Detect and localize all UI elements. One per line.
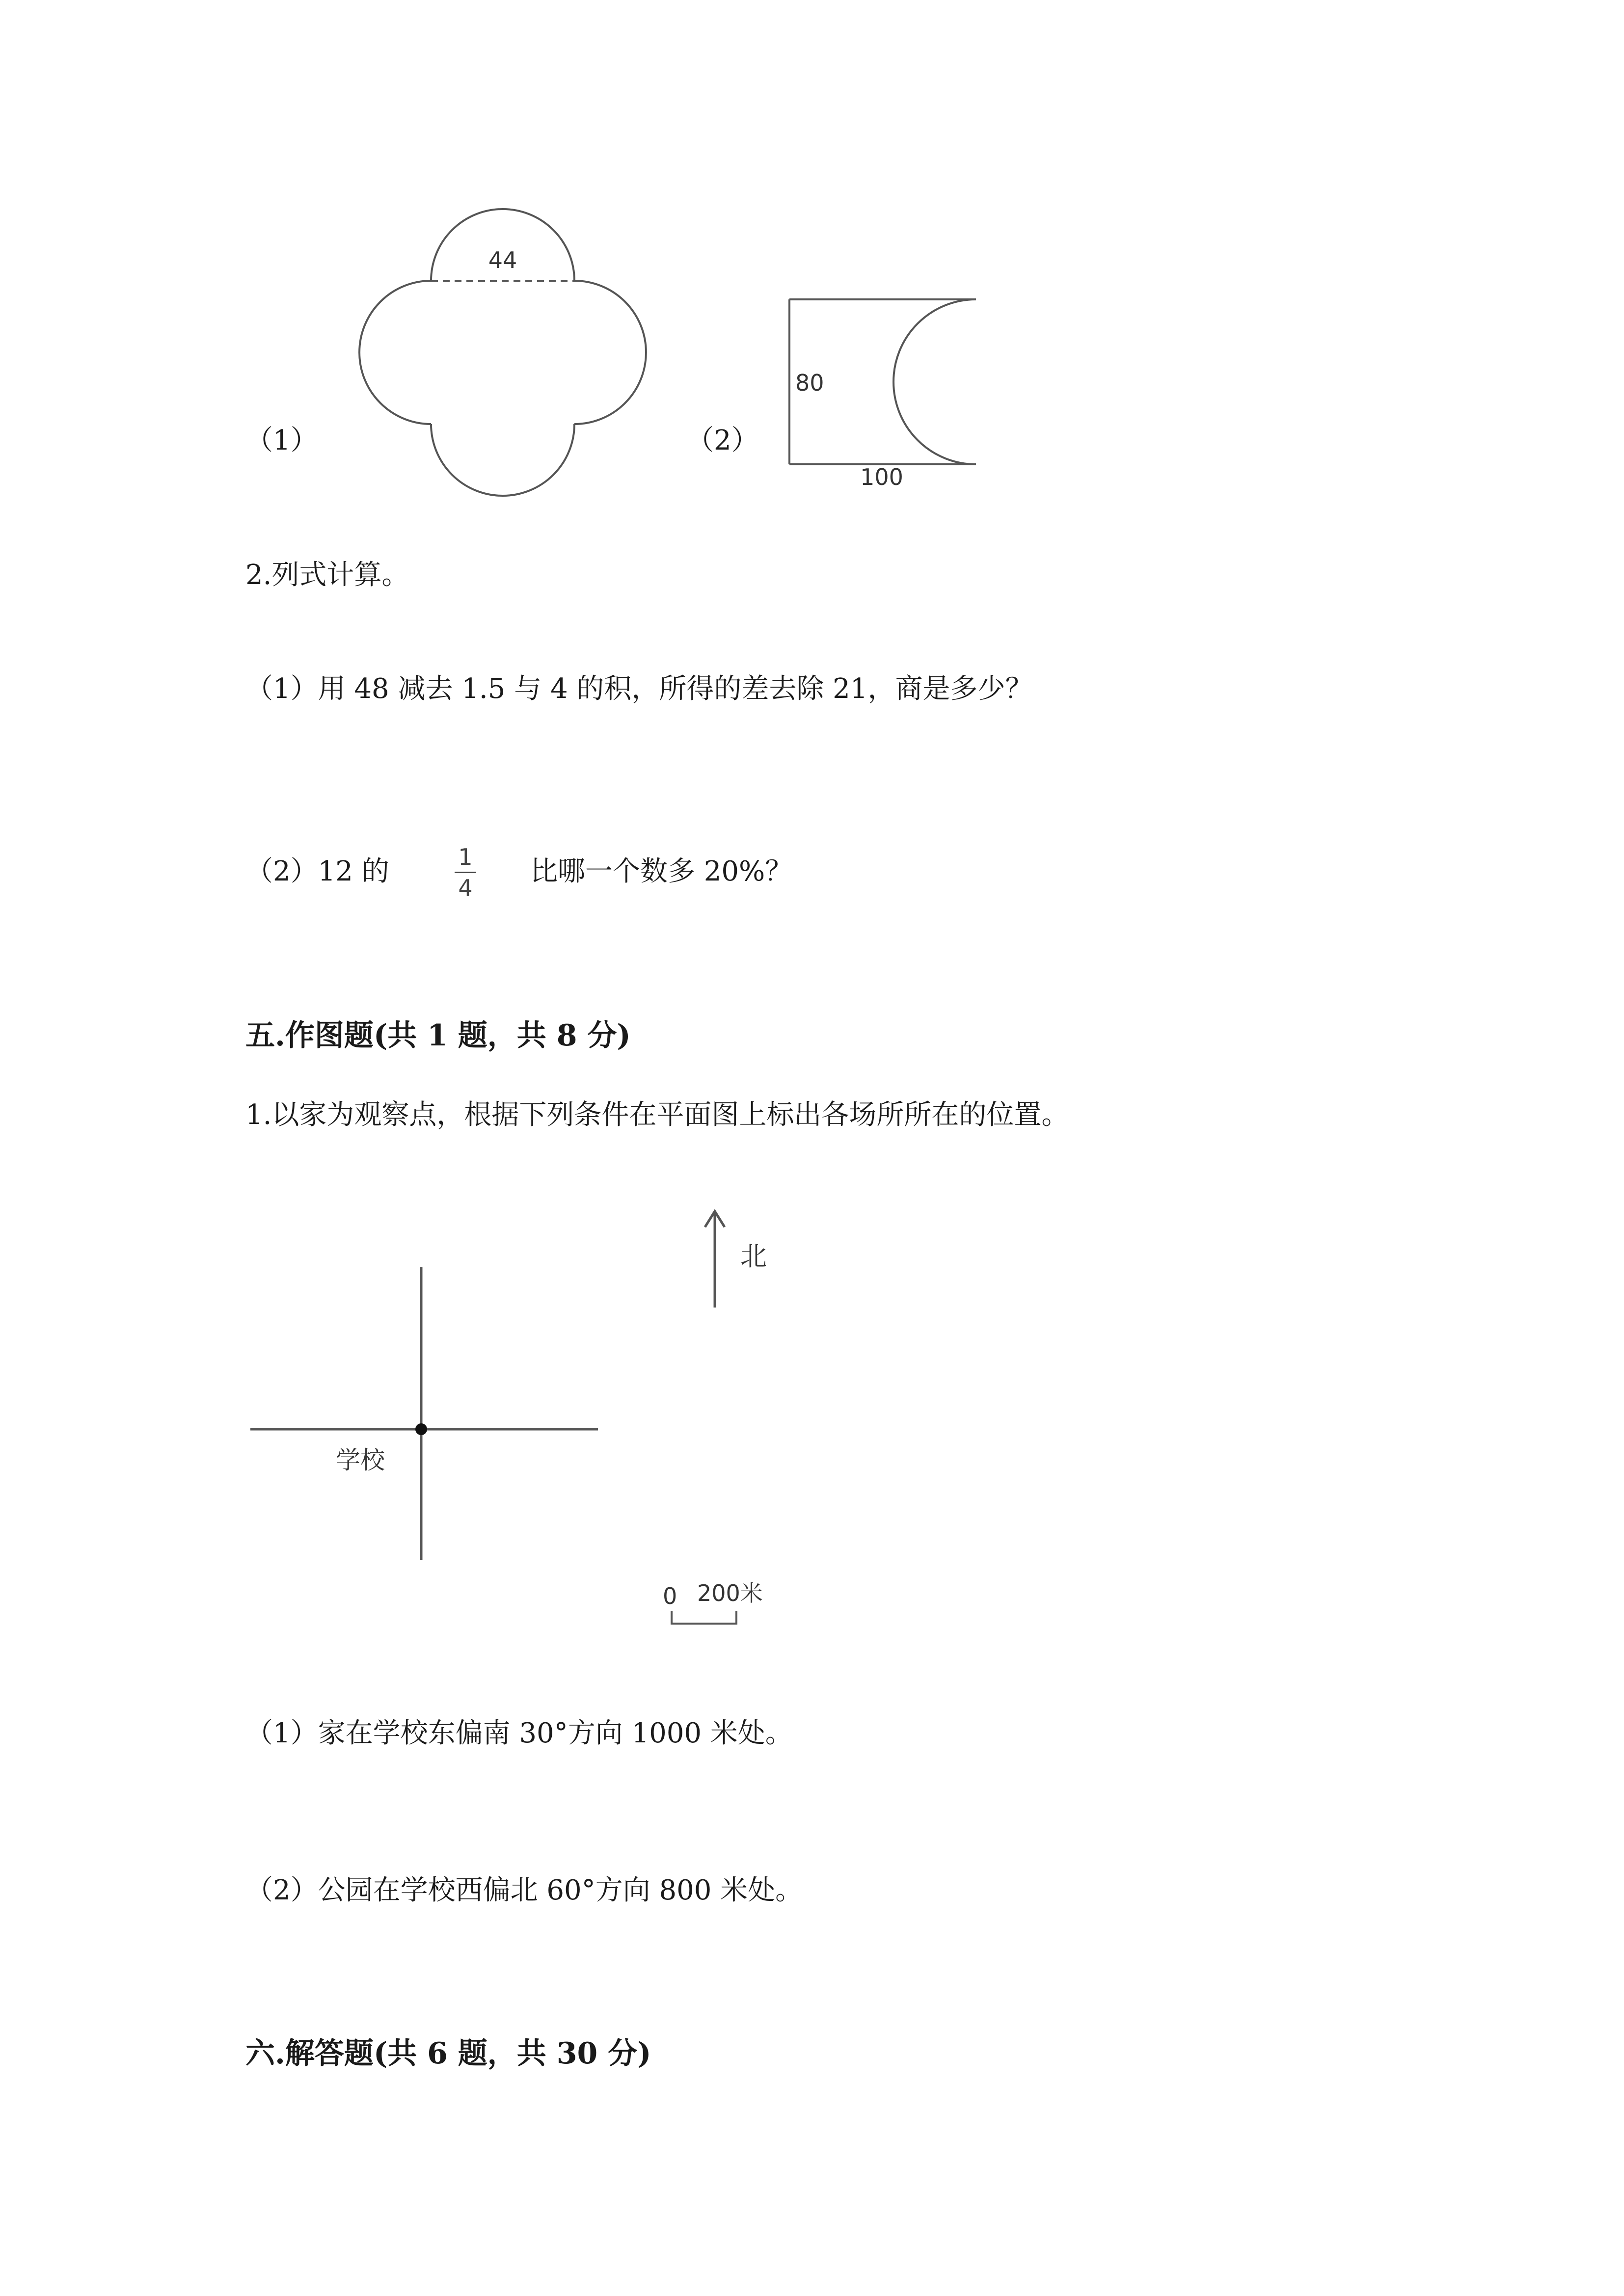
clover-bottom-lobe — [431, 424, 574, 496]
figure-2-label: （2） — [686, 425, 759, 456]
fraction-one-quarter — [452, 843, 479, 902]
school-point — [415, 1423, 427, 1435]
calc-question-2-suffix: 比哪一个数多 20%？ — [530, 855, 793, 887]
north-label: 北 — [740, 1241, 767, 1272]
clover-left-lobe — [359, 281, 431, 424]
scale-zero-label: 0 — [663, 1583, 677, 1609]
scale-bar — [672, 1611, 736, 1624]
cutout-height-80: 80 — [795, 370, 824, 396]
cutout-width-100: 100 — [860, 464, 903, 490]
school-label: 学校 — [336, 1446, 385, 1474]
scale-distance-label: 200米 — [697, 1580, 763, 1606]
calc-question-2-prefix: （2）12 的 — [245, 855, 389, 887]
calc-question-1: （1）用 48 减去 1.5 与 4 的积，所得的差去除 21，商是多少？ — [245, 673, 1033, 705]
section-5-sub-question-1: （1）家在学校东偏南 30°方向 1000 米处。 — [245, 1717, 793, 1749]
calc-heading: 2.列式计算。 — [245, 559, 409, 591]
section-6-heading: 六.解答题(共 6 题，共 30 分) — [245, 2036, 651, 2071]
section-5-heading: 五.作图题(共 1 题，共 8 分) — [245, 1018, 631, 1053]
figure-1-label: （1） — [245, 425, 318, 456]
fraction-numerator: 1 — [458, 844, 473, 870]
fraction-bar — [455, 872, 476, 873]
clover-dimension-44: 44 — [488, 247, 517, 273]
clover-right-lobe — [574, 281, 646, 424]
clover-top-lobe — [431, 209, 574, 281]
section-5-sub-question-2: （2）公园在学校西偏北 60°方向 800 米处。 — [245, 1874, 803, 1906]
north-arrow-head — [705, 1211, 725, 1227]
section-5-question-1: 1.以家为观察点，根据下列条件在平面图上标出各场所所在的位置。 — [245, 1099, 1069, 1131]
cutout-semicircle — [893, 299, 976, 464]
fraction-denominator: 4 — [458, 875, 473, 901]
